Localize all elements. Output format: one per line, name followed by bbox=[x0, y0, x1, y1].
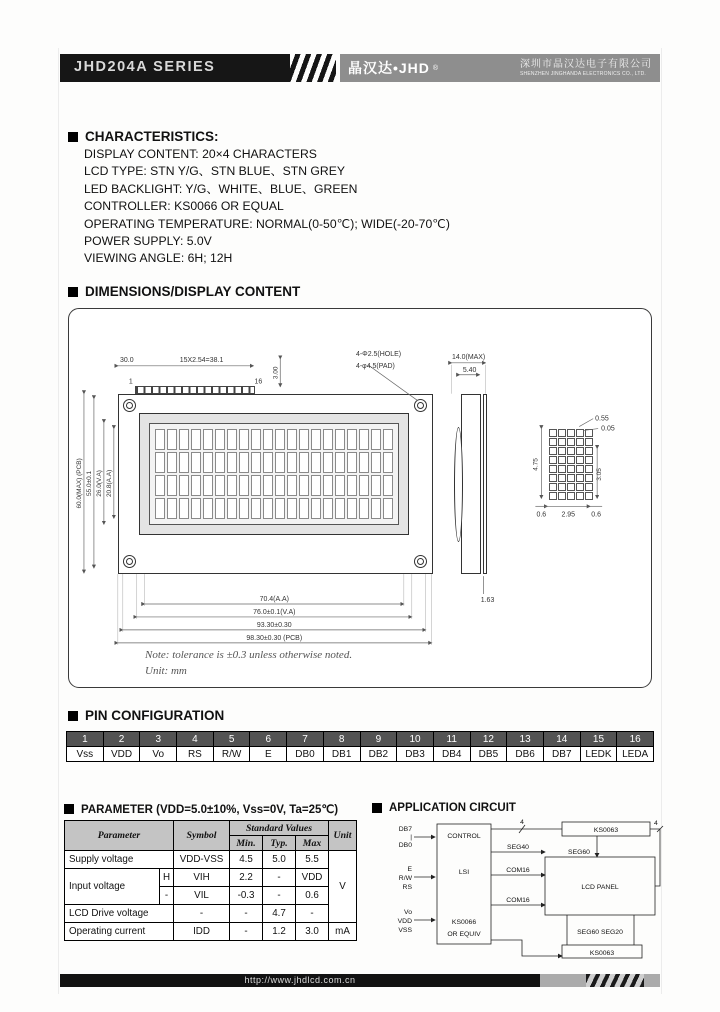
mounting-hole bbox=[123, 555, 136, 568]
characteristics-line: CONTROLLER: KS0066 OR EQUAL bbox=[84, 199, 284, 214]
lcd-panel-label: LCD PANEL bbox=[581, 884, 619, 891]
param-typ: 1.2 bbox=[263, 923, 296, 941]
tolerance-note: Note: tolerance is ±0.3 unless otherwise noted. bbox=[145, 649, 353, 661]
circuit-pin-rw: R/W bbox=[398, 875, 412, 882]
pin-number: 4 bbox=[177, 732, 214, 747]
footer-gray-tail bbox=[644, 974, 660, 987]
pin-number-first: 1 bbox=[128, 378, 133, 386]
dim-label-char-height: 4.75 bbox=[532, 458, 540, 471]
col-header-typ: Typ. bbox=[263, 836, 296, 851]
dimensions-heading-label: DIMENSIONS/DISPLAY CONTENT bbox=[85, 284, 301, 299]
pin-name: LEDK bbox=[580, 747, 617, 762]
control-block-label: OR EQUIV bbox=[447, 931, 481, 938]
pin-name-row bbox=[67, 747, 654, 762]
pin-name: DB7 bbox=[543, 747, 580, 762]
param-min: -0.3 bbox=[230, 887, 263, 905]
footer-url-bar bbox=[60, 974, 540, 987]
param-row-current bbox=[65, 923, 357, 941]
parameter-table bbox=[64, 820, 357, 941]
square-bullet-icon bbox=[64, 804, 74, 814]
dim-label-char-width: 2.95 bbox=[561, 511, 576, 519]
com16-label: COM16 bbox=[506, 867, 530, 874]
pin-config-heading-label: PIN CONFIGURATION bbox=[85, 708, 225, 723]
circuit-pin-db7: DB7 bbox=[398, 826, 412, 833]
footer bbox=[60, 974, 660, 987]
circuit-pin-ellipsis: | bbox=[410, 834, 412, 841]
characteristics-heading bbox=[68, 129, 219, 144]
param-typ: - bbox=[263, 887, 296, 905]
pin-name: DB3 bbox=[397, 747, 434, 762]
character-dot-matrix-5x8 bbox=[549, 429, 593, 500]
circuit-pin-vss: VSS bbox=[398, 927, 412, 934]
dimensions-heading bbox=[68, 284, 300, 299]
pin-number: 7 bbox=[287, 732, 324, 747]
param-min: 2.2 bbox=[230, 869, 263, 887]
param-max: 0.6 bbox=[296, 887, 329, 905]
characteristics-line: DISPLAY CONTENT: 20×4 CHARACTERS bbox=[84, 147, 317, 161]
dim-label-pcb-width: 98.30±0.30 (PCB) bbox=[246, 634, 303, 642]
pin-number: 15 bbox=[580, 732, 617, 747]
param-typ: 5.0 bbox=[263, 851, 296, 869]
col-header-unit: Unit bbox=[329, 821, 357, 851]
seg40-label: SEG40 bbox=[507, 844, 529, 851]
characteristics-list bbox=[84, 146, 450, 268]
dim-label-char-gap-left: 0.6 bbox=[536, 511, 547, 519]
module-side-view-lcd-bump bbox=[454, 427, 463, 542]
pin-number: 16 bbox=[617, 732, 654, 747]
pin-config-heading bbox=[68, 708, 224, 723]
company-name-en: SHENZHEN JINGHANDA ELECTRONICS CO., LTD. bbox=[520, 71, 646, 77]
param-symbol: VIH bbox=[174, 869, 230, 887]
seg-bottom-label: SEG60 SEG20 bbox=[577, 929, 623, 936]
company-name-cn: 深圳市晶汉达电子有限公司 bbox=[520, 59, 652, 70]
param-name: LCD Drive voltage bbox=[65, 905, 174, 923]
dim-label-hole-span: 93.30±0.30 bbox=[256, 621, 292, 629]
dim-label-pin-pitch: 15X2.54=38.1 bbox=[179, 356, 224, 364]
registered-mark: ® bbox=[432, 64, 439, 72]
header bbox=[60, 54, 660, 82]
square-bullet-icon bbox=[68, 287, 78, 297]
dimensions-drawing-panel bbox=[68, 308, 652, 688]
dim-label-dot-gap: 0.05 bbox=[601, 425, 615, 433]
param-symbol: IDD bbox=[174, 923, 230, 941]
characteristics-line: POWER SUPPLY: 5.0V bbox=[84, 234, 212, 249]
dim-label-aa-height: 20.8(A.A) bbox=[105, 469, 113, 498]
pin-name: Vss bbox=[67, 747, 104, 762]
characteristics-heading-label: CHARACTERISTICS: bbox=[85, 129, 219, 144]
param-name: Operating current bbox=[65, 923, 174, 941]
param-name: Input voltage bbox=[65, 869, 160, 905]
characteristics-line: LED BACKLIGHT: Y/G、WHITE、BLUE、GREEN bbox=[84, 181, 358, 196]
dim-label-aa-width: 70.4(A.A) bbox=[259, 595, 290, 603]
pin-number-row bbox=[67, 732, 654, 747]
control-block-label: LSI bbox=[458, 869, 470, 876]
col-header-min: Min. bbox=[230, 836, 263, 851]
dim-label-side-thickness: 14.0(MAX) bbox=[451, 353, 486, 361]
pin-configuration-table bbox=[66, 731, 654, 762]
pin-number: 10 bbox=[397, 732, 434, 747]
pin-number: 13 bbox=[507, 732, 544, 747]
application-circuit-diagram bbox=[372, 816, 664, 966]
characteristics-line: LCD TYPE: STN Y/G、STN BLUE、STN GREY bbox=[84, 164, 345, 179]
mounting-hole bbox=[414, 399, 427, 412]
circuit-pin-vo: Vo bbox=[404, 909, 412, 916]
bus-width-label: 4 bbox=[520, 819, 524, 826]
pin-number: 11 bbox=[433, 732, 470, 747]
param-typ: 4.7 bbox=[263, 905, 296, 923]
dim-label-va-height: 26.0(V.A) bbox=[95, 470, 103, 497]
param-symbol: - bbox=[174, 905, 230, 923]
dim-label-va-width: 76.0±0.1(V.A) bbox=[253, 608, 296, 616]
pin-name: R/W bbox=[213, 747, 250, 762]
mounting-hole bbox=[123, 399, 136, 412]
dim-label-side-pcb-t: 1.63 bbox=[480, 596, 495, 604]
pin-name: DB2 bbox=[360, 747, 397, 762]
circuit-pin-e: E bbox=[407, 866, 412, 873]
seg60-label: SEG60 bbox=[568, 849, 590, 856]
dim-label-pcb-height: 60.0(MAX) (PCB) bbox=[75, 458, 83, 509]
pin-header-strip bbox=[135, 386, 255, 394]
circuit-pin-db0: DB0 bbox=[398, 842, 412, 849]
control-block-label: KS0066 bbox=[451, 919, 477, 926]
param-symbol: VIL bbox=[174, 887, 230, 905]
pin-name: VDD bbox=[103, 747, 140, 762]
pin-number: 14 bbox=[543, 732, 580, 747]
series-title-bar bbox=[60, 54, 290, 82]
param-sub-l: - bbox=[160, 887, 174, 905]
series-title: JHD204A SERIES bbox=[74, 59, 216, 75]
param-name: Supply voltage bbox=[65, 851, 174, 869]
segment-driver-top-label: KS0063 bbox=[593, 827, 619, 834]
footer-gray-segment bbox=[540, 974, 586, 987]
param-max: 3.0 bbox=[296, 923, 329, 941]
pin-name: DB0 bbox=[287, 747, 324, 762]
mounting-hole bbox=[414, 555, 427, 568]
param-row-supply bbox=[65, 851, 357, 869]
param-max: - bbox=[296, 905, 329, 923]
pin-number: 12 bbox=[470, 732, 507, 747]
col-header-standard-values: Standard Values bbox=[230, 821, 329, 836]
param-min: - bbox=[230, 905, 263, 923]
circuit-pin-rs: RS bbox=[402, 884, 412, 891]
square-bullet-icon bbox=[68, 711, 78, 721]
characteristics-line: VIEWING ANGLE: 6H; 12H bbox=[84, 251, 233, 266]
dim-label-dot-width: 0.55 bbox=[595, 415, 609, 423]
param-min: - bbox=[230, 923, 263, 941]
header-stripes-decoration bbox=[290, 54, 336, 82]
col-header-parameter: Parameter bbox=[65, 821, 174, 851]
param-max: VDD bbox=[296, 869, 329, 887]
module-side-view-frame bbox=[461, 394, 481, 574]
param-typ: - bbox=[263, 869, 296, 887]
pin-name: DB5 bbox=[470, 747, 507, 762]
unit-note: Unit: mm bbox=[145, 665, 187, 677]
brand-logo: 晶汉达•JHD bbox=[348, 60, 430, 76]
dim-label-char-gap-right: 0.6 bbox=[591, 511, 602, 519]
param-unit-ma: mA bbox=[329, 923, 357, 941]
character-grid-20x4 bbox=[155, 429, 393, 519]
pin-number: 5 bbox=[213, 732, 250, 747]
param-row-lcd-drive bbox=[65, 905, 357, 923]
pin-name: LEDA bbox=[617, 747, 654, 762]
com16-label: COM16 bbox=[506, 897, 530, 904]
pin-number: 6 bbox=[250, 732, 287, 747]
dim-label-hole: 4-Φ2.5(HOLE) bbox=[355, 350, 402, 358]
parameter-heading-label: PARAMETER (VDD=5.0±10%, Vss=0V, Ta=25℃) bbox=[81, 804, 339, 816]
control-block-label: CONTROL bbox=[447, 833, 481, 840]
pin-number: 3 bbox=[140, 732, 177, 747]
brand-bar bbox=[340, 54, 660, 82]
application-heading-label: APPLICATION CIRCUIT bbox=[389, 802, 516, 814]
footer-stripes-decoration bbox=[586, 974, 644, 987]
pin-name: DB1 bbox=[323, 747, 360, 762]
dim-label-30: 30.0 bbox=[120, 356, 134, 364]
pin-name: Vo bbox=[140, 747, 177, 762]
pin-number: 2 bbox=[103, 732, 140, 747]
characteristics-line: OPERATING TEMPERATURE: NORMAL(0-50℃); WIDE(-20-70℃) bbox=[84, 216, 450, 231]
circuit-pin-vdd: VDD bbox=[397, 918, 412, 925]
company-block bbox=[520, 59, 652, 77]
pin-name: DB6 bbox=[507, 747, 544, 762]
segment-driver-bottom-label: KS0063 bbox=[589, 950, 615, 957]
col-header-symbol: Symbol bbox=[174, 821, 230, 851]
parameter-heading bbox=[64, 802, 338, 816]
param-max: 5.5 bbox=[296, 851, 329, 869]
square-bullet-icon bbox=[372, 803, 382, 813]
col-header-max: Max bbox=[296, 836, 329, 851]
square-bullet-icon bbox=[68, 132, 78, 142]
pin-name: DB4 bbox=[433, 747, 470, 762]
footer-url: http://www.jhdlcd.com.cn bbox=[244, 975, 356, 985]
param-min: 4.5 bbox=[230, 851, 263, 869]
pin-name: RS bbox=[177, 747, 214, 762]
dim-label-side-lcd: 5.40 bbox=[462, 366, 477, 374]
pin-number: 8 bbox=[323, 732, 360, 747]
pin-number: 9 bbox=[360, 732, 397, 747]
application-heading bbox=[372, 802, 516, 814]
dim-label-3.00: 3.00 bbox=[272, 366, 280, 380]
dim-label-char-height2: 3.05 bbox=[596, 468, 604, 481]
param-row-input-high bbox=[65, 869, 357, 887]
dim-label-pad: 4-φ4.5(PAD) bbox=[355, 362, 395, 370]
pin-number: 1 bbox=[67, 732, 104, 747]
param-sub-h: H bbox=[160, 869, 174, 887]
param-symbol: VDD-VSS bbox=[174, 851, 230, 869]
dim-label-frame-height: 55.0±0.1 bbox=[85, 470, 93, 496]
pin-number-last: 16 bbox=[254, 378, 263, 386]
module-side-view-pcb bbox=[483, 394, 487, 574]
bus-width-label: 4 bbox=[654, 820, 658, 827]
pin-name: E bbox=[250, 747, 287, 762]
param-unit-v: V bbox=[329, 851, 357, 923]
